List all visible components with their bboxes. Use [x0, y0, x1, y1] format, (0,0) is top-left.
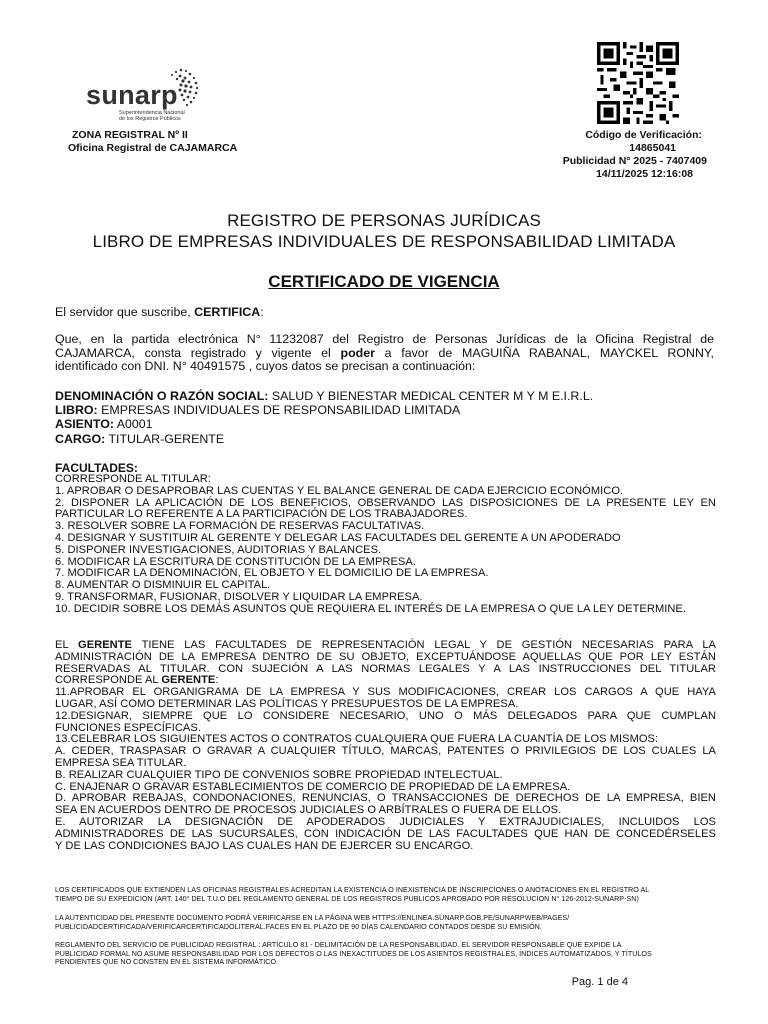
footer-note-1-line-2: TIEMPO DE SU EXPEDICION (ART. 140° DEL T.U.O DEL REGLAMENTO GENERAL DE LOS REGISTROS PUBLICOS APROBADO POR RESOLUCION N° 126-2012-SUNARP-SN)	[55, 894, 639, 903]
footer-note-3-line-2: PUBLICIDAD FORMAL NO ASUME RESPONSABILIDAD POR LOS DEFECTOS O LAS INEXACTITUDES DE LOS ASIENTOS REGISTRALES, ÍNDICES AUTOMATIZADOS, Y TÍTULOS	[55, 949, 652, 958]
page-number: Pag. 1 de 4	[571, 976, 628, 988]
footer-note-3	[55, 941, 715, 967]
facultad-line: 1. APROBAR O DESAPROBAR LAS CUENTAS Y EL BALANCE GENERAL DE CADA EJERCICIO ECONÓMICO.	[55, 484, 624, 497]
oficina-registral: Oficina Registral de CAJAMARCA	[68, 142, 238, 154]
footer-note-2-line-2: PUBLICIDADCERTIFICADA/VERIFICARCERTIFICADOLITERAL.FACES EN EL PLAZO DE 90 DÍAS CALENDARIO CONTADOS DESDE SU EMISIÓN.	[55, 922, 542, 931]
publicidad-number: Publicidad N° 2025 - 7407409	[562, 155, 707, 167]
intro-line-2-post: a favor de MAGUIÑA RABANAL, MAYCKEL RONNY,	[374, 345, 714, 360]
gerente-word: GERENTE	[78, 639, 133, 651]
title-registro: REGISTRO DE PERSONAS JURÍDICAS	[227, 211, 541, 230]
codigo-verificacion-value: 14865041	[629, 142, 676, 154]
facultad-line: 5. DISPONER INVESTIGACIONES, AUDITORIAS Y BALANCES.	[55, 543, 382, 556]
footer-note-2	[55, 914, 715, 931]
cargo-value: TITULAR-GERENTE	[105, 431, 225, 446]
gerente-facultad-line: 11.APROBAR EL ORGANIGRAMA DE LA EMPRESA Y SUS MODIFICACIONES, CREAR LOS CARGOS A QUE HAYA	[55, 686, 716, 699]
servidor-text: El servidor que suscribe,	[55, 305, 195, 319]
zona-registral: ZONA REGISTRAL Nº II	[72, 129, 188, 141]
servidor-certifica	[55, 306, 715, 320]
gerente-facultad-line: E. AUTORIZAR LA DESIGNACIÓN DE APODERADOS JUDICIALES Y EXTRAJUDICIALES, INCLUIDOS LOS	[55, 815, 716, 828]
libro-row	[55, 403, 715, 417]
intro-line-2	[55, 347, 714, 361]
sunarp-logo	[84, 66, 214, 128]
logo-subtitle-1: Superintendencia Nacional	[119, 110, 185, 116]
footer-note-2-line-1: LA AUTENTICIDAD DEL PRESENTE DOCUMENTO PODRÁ VERIFICARSE EN LA PÁGINA WEB HTTPS://ENLINEA.SUNARP.GOB.PE/SUNARPWEB/PAGES/	[55, 914, 570, 922]
fecha-emision: 14/11/2025 12:16:08	[596, 168, 693, 180]
gerente-facultad-line: SEA EN ACUERDOS DENTRO DE PROCESOS JUDICIALES O ARBÍTRALES O FUERA DE ELLOS.	[55, 804, 562, 817]
gerente-facultad-line: 12.DESIGNAR, SIEMPRE QUE LO CONSIDERE NECESARIO, UNO O MÁS DELEGADOS PARA QUE CUMPLAN	[55, 709, 716, 722]
gerente-facultad-line: C. ENAJENAR O GRAVAR ESTABLECIMIENTOS DE COMERCIO DE PROPIEDAD DE LA EMPRESA.	[55, 780, 571, 793]
cargo-label: CARGO:	[55, 431, 106, 446]
gerente-word: GERENTE	[161, 674, 216, 687]
servidor-colon: :	[260, 305, 264, 319]
facultad-line: 4. DESIGNAR Y SUSTITUIR AL GERENTE Y DELEGAR LAS FACULTADES DEL GERENTE A UN APODERADO	[55, 531, 621, 544]
asiento-label: ASIENTO:	[55, 417, 114, 432]
asiento-value: A0001	[113, 417, 153, 432]
gerente-facultad-line: FUNCIONES ESPECÍFICAS.	[55, 721, 201, 734]
denominacion-label: DENOMINACIÓN O RAZÓN SOCIAL:	[55, 389, 269, 403]
facultad-line: 7. MODIFICAR LA DENOMINACIÓN, EL OBJETO Y EL DOMICILIO DE LA EMPRESA.	[55, 567, 489, 580]
facultades-heading: FACULTADES:	[55, 461, 138, 475]
facultad-line: 6. MODIFICAR LA ESCRITURA DE CONSTITUCIÓN DE LA EMPRESA.	[55, 555, 416, 568]
footer-note-3-line-1: REGLAMENTO DEL SERVICIO DE PUBLICIDAD REGISTRAL : ARTÍCULO 81 - DELIMITACIÓN DE LA RESPONSABILIDAD. EL SERVIDOR RESPONSABLE QUE EXPIDE LA	[55, 941, 622, 949]
gerente-facultad-line: EMPRESA SEA TITULAR.	[55, 756, 187, 769]
intro-line-1: Que, en la partida electrónica N° 11232087 del Registro de Personas Jurídicas de la Oficina Registral de	[55, 332, 714, 346]
denominacion-value: SALUD Y BIENESTAR MEDICAL CENTER M Y M E.I.R.L.	[268, 389, 594, 403]
gerente-facultad-line: D. APROBAR REBAJAS, CONDONACIONES, RENUNCIAS, O TRANSACCIONES DE DERECHOS DE LA EMPRESA, BIEN	[55, 792, 716, 805]
gerente-line-2: ADMINISTRACIÓN DE LA EMPRESA DENTRO DE SU OBJETO, EXCEPTUÁNDOSE AQUELLAS QUE POR LEY ESTÁN	[55, 650, 716, 663]
cargo-row	[55, 432, 715, 446]
facultad-line: 9. TRANSFORMAR, FUSIONAR, DISOLVER Y LIQUIDAR LA EMPRESA.	[55, 590, 423, 603]
datos-block	[55, 389, 715, 446]
poder-word: poder	[340, 345, 375, 360]
gerente-l4-pre: CORRESPONDE AL	[55, 674, 162, 687]
gerente-facultad-line: Y DE LAS CONDICIONES BAJO LAS CUALES HAN DE EJERCER SU ENCARGO.	[55, 839, 474, 852]
gerente-facultad-line: B. REALIZAR CUALQUIER TIPO DE CONVENIOS SOBRE PROPIEDAD INTELECTUAL.	[55, 768, 503, 781]
asiento-row	[55, 417, 715, 431]
title-libro: LIBRO DE EMPRESAS INDIVIDUALES DE RESPONSABILIDAD LIMITADA	[92, 232, 676, 251]
facultad-line: PARTICULAR LO REFERENTE A LA PARTICIPACIÓN DE LOS TRABAJADORES.	[55, 508, 468, 521]
gerente-line-3: RESERVADAS AL TITULAR. CON SUJECIÓN A LAS NORMAS LEGALES Y A LAS INSTRUCCIONES DEL TITULAR	[55, 662, 716, 675]
intro-line-2-pre: CAJAMARCA, consta registrado y vigente el	[55, 345, 341, 360]
certificado-title: CERTIFICADO DE VIGENCIA	[268, 272, 500, 291]
footer-note-1-line-1: LOS CERTIFICADOS QUE EXTIENDEN LAS OFICINAS REGISTRALES ACREDITAN LA EXISTENCIA O INEXISTENCIA DE INSCRIPCIONES O ANOTACIONES EN EL REGISTRO AL	[55, 886, 650, 894]
qr-code-icon	[597, 42, 679, 124]
footer-note-1	[55, 886, 715, 903]
logo-wordmark: sunarp	[86, 80, 178, 110]
gerente-facultad-line: A. CEDER, TRASPASAR O GRAVAR A CUALQUIER TÍTULO, MARCAS, PATENTES O PRIVILEGIOS DE LOS CUALES LA	[55, 745, 716, 758]
logo-subtitle-2: de los Registros Públicos	[119, 116, 181, 122]
facultad-line: 8. AUMENTAR O DISMINUIR EL CAPITAL.	[55, 579, 271, 592]
gerente-block	[55, 640, 716, 852]
gerente-facultad-line: 13.CELEBRAR LOS SIGUIENTES ACTOS O CONTRATOS CUALQUIERA QUE FUERA LA CUANTÍA DE LOS MISMOS:	[55, 733, 659, 746]
facultad-line: 10. DECIDIR SOBRE LOS DEMÁS ASUNTOS QUE REQUIERA EL INTERÉS DE LA EMPRESA O QUE LA LEY DETERMINE.	[55, 602, 687, 615]
libro-label: LIBRO:	[55, 403, 98, 418]
intro-paragraph	[55, 333, 714, 374]
gerente-facultad-line: ADMINISTRADORES DE LAS SUCURSALES, CON INDICACIÓN DE LAS FACULTADES QUE HAN DE CONCEDÉRSELES	[55, 827, 716, 840]
gerente-l1-pre: EL	[55, 639, 79, 651]
gerente-l1-post: TIENE LAS FACULTADES DE REPRESENTACIÓN LEGAL Y DE GESTIÓN NECESARIAS PARA LA	[132, 639, 717, 651]
facultad-line: CORRESPONDE AL TITULAR:	[55, 473, 211, 485]
facultad-line: 3. RESOLVER SOBRE LA FORMACIÓN DE RESERVAS FACULTATIVAS.	[55, 520, 425, 533]
gerente-facultad-line: LUGAR, ASÍ COMO DETERMINAR LAS POLÍTICAS Y PRESUPUESTOS DE LA EMPRESA.	[55, 697, 519, 710]
libro-value: EMPRESAS INDIVIDUALES DE RESPONSABILIDAD LIMITADA	[97, 403, 461, 418]
facultades-list	[55, 474, 716, 616]
codigo-verificacion-label: Código de Verificación:	[585, 129, 702, 141]
facultad-line: 2. DISPONER LA APLICACIÓN DE LOS BENEFICIOS, OBSERVANDO LAS DISPOSICIONES DE LA PRESENTE LEY EN	[55, 496, 716, 509]
certifica-word: CERTIFICA	[194, 305, 261, 319]
intro-line-3: identificado con DNI. N° 40491575 , cuyos datos se precisan a continuación:	[55, 359, 476, 373]
denominacion-row	[55, 389, 715, 403]
gerente-l4-post: :	[215, 674, 219, 687]
footer-note-3-line-3: PENDIENTES QUE NO CONSTEN EN EL SISTEMA INFORMÁTICO.	[55, 958, 279, 967]
